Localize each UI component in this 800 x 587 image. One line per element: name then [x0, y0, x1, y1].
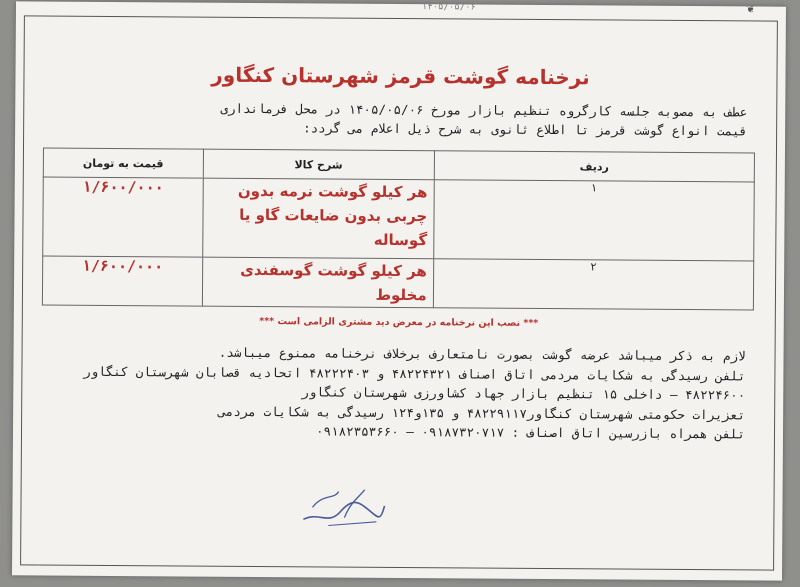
price-table	[42, 148, 755, 311]
footer-line-3: ۴۸۲۲۴۶۰۰ – داخلی ۱۵ تنظیم بازار جهاد کشاورزی شهرستان کنگاور	[301, 384, 746, 403]
row-description: هر کیلو گوشت نرمه بدون چربی بدون ضایعات گاو یا گوساله	[202, 178, 434, 259]
table-row	[43, 177, 755, 261]
row-description: هر کیلو گوشت گوسفندی مخلوط	[202, 257, 433, 308]
table-row	[42, 256, 753, 310]
header-description: شرح کالا	[203, 149, 434, 180]
signature-stamp	[298, 481, 388, 532]
emblem-icon: ❦	[745, 2, 756, 16]
notice-text: *** نصب این نرخنامه در معرض دید مشتری الزامی است ***	[259, 316, 539, 329]
intro-text	[47, 98, 747, 141]
footer-line-5: تلفن همراه بازرسین اتاق اصناف : ۰۹۱۸۷۳۲۰۷۱۷ – ۰۹۱۸۲۳۵۳۶۶۰	[315, 423, 746, 442]
footer-line-1: لازم به ذکر میباشد عرضه گوشت بصورت نامتعارف برخلاف نرخنامه ممنوع میباشد.	[218, 344, 746, 364]
row-price: ۱/۶۰۰/۰۰۰	[42, 256, 202, 306]
row-number: ۲	[433, 259, 754, 310]
intro-line-2: قیمت انواع گوشت قرمز تا اطلاع ثانوی به شرح ذیل اعلام می گردد:	[303, 120, 748, 139]
page-title: نرخنامه گوشت قرمز شهرستان کنگاور	[211, 62, 590, 90]
header-price: قیمت به تومان	[43, 148, 203, 178]
header-row-number: ردیف	[434, 151, 754, 182]
intro-line-1: عطف به مصوبه جلسه کارگروه تنظیم بازار مورخ ۱۴۰۵/۰۵/۰۶ در محل فرمانداری	[220, 100, 748, 120]
footer-line-4: تعزیرات حکومتی شهرستان کنگاور۴۸۲۲۹۱۱۷ و ۱۳۵و۱۲۴ رسیدگی به شکایات مردمی	[218, 403, 746, 422]
row-number: ۱	[433, 180, 754, 261]
footer-line-2: تلفن رسیدگی به شکایات مردمی اتاق اصناف ۴۸۲۲۴۳۲۱ و ۴۸۲۲۲۴۰۳ اتحادیه قصابان شهرستان کنگاور	[83, 363, 746, 383]
row-price: ۱/۶۰۰/۰۰۰	[43, 177, 203, 257]
top-scrap-text: ۱۴۰۵/۰۵/۰۶	[421, 2, 477, 13]
price-list-sheet	[12, 1, 786, 580]
footer-text	[33, 341, 746, 443]
